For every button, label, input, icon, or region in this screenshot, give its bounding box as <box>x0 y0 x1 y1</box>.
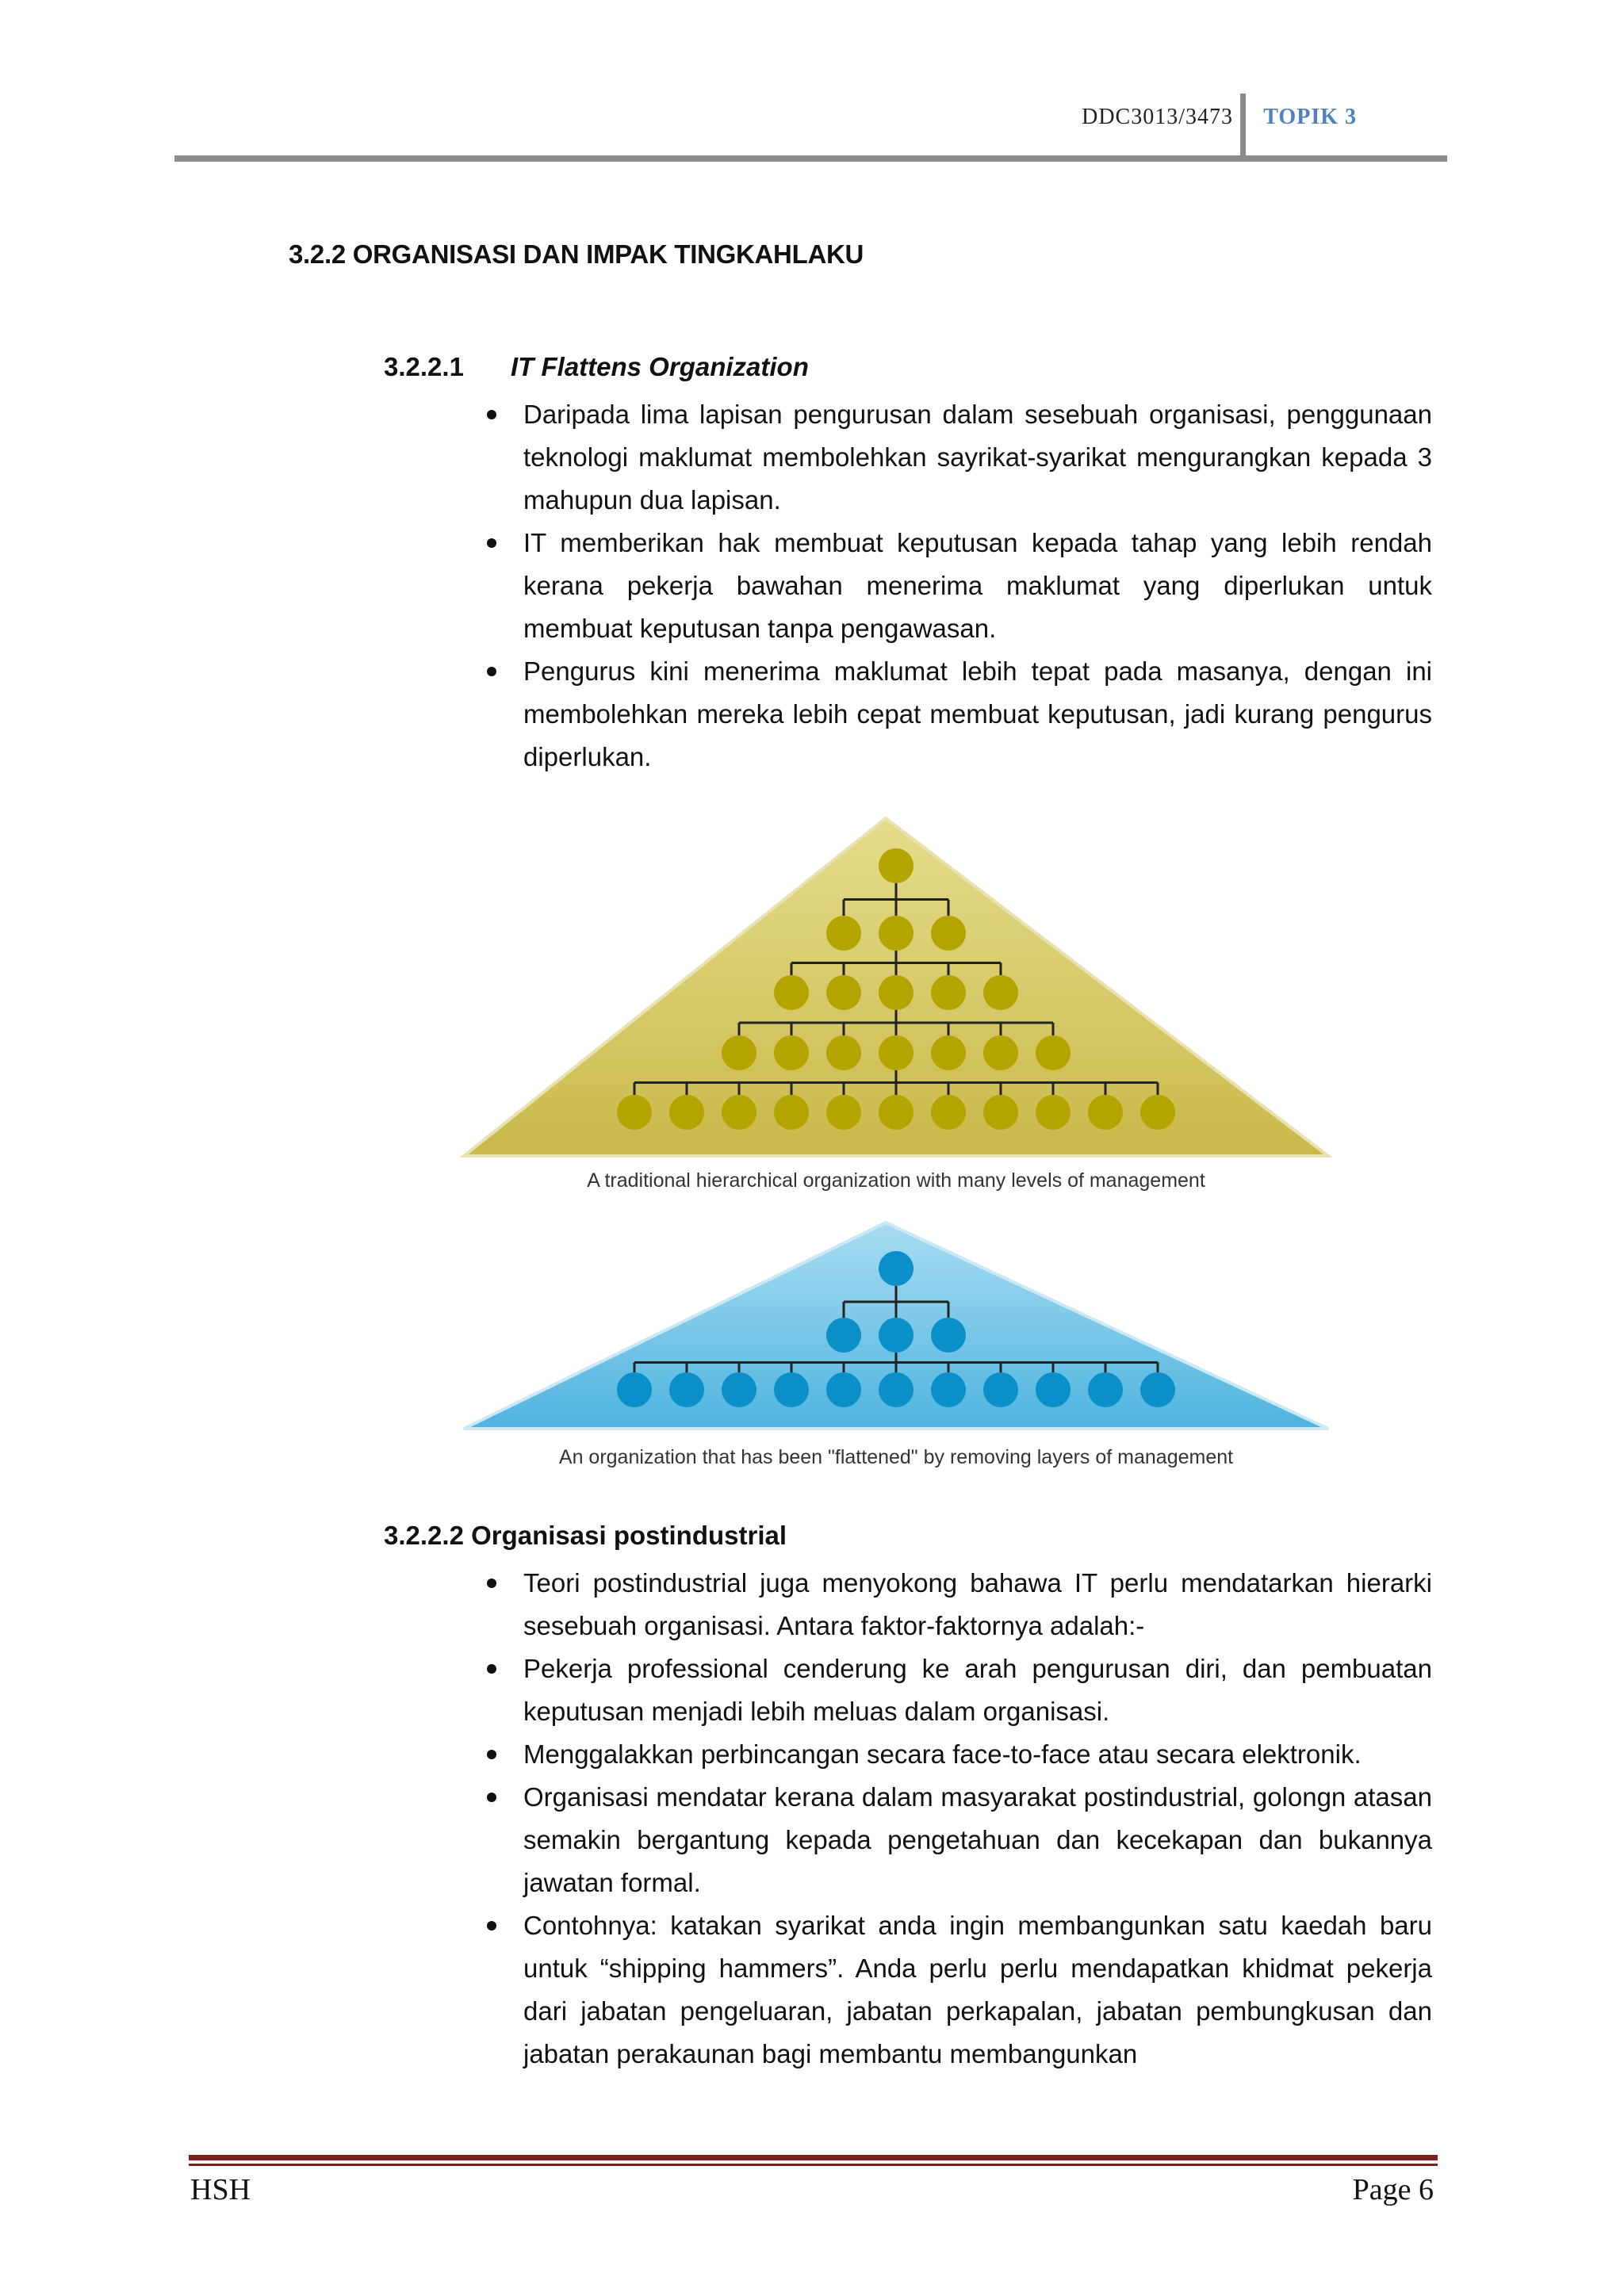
traditional-org-node <box>931 975 966 1010</box>
flattened-org-node <box>879 1372 914 1407</box>
list-item: Organisasi mendatar kerana dalam masyarakat postindustrial, golongn atasan semakin bergantung kepada pengetahuan dan kecekapan dan bukannya jawatan formal. <box>485 1776 1432 1904</box>
traditional-org-node <box>931 916 966 951</box>
page-header <box>174 94 1447 162</box>
traditional-org-node <box>879 916 914 951</box>
subsection-1-title: IT Flattens Organization <box>511 352 809 381</box>
flattened-org-node <box>879 1318 914 1353</box>
traditional-org-node <box>1036 1095 1071 1130</box>
bullet-icon <box>487 1664 496 1674</box>
flattened-org-node <box>669 1372 704 1407</box>
bullet-icon <box>487 1793 496 1802</box>
bullet-icon <box>487 538 496 548</box>
flattened-org-node <box>826 1372 861 1407</box>
flattened-org-node <box>879 1251 914 1286</box>
list-item: Teori postindustrial juga menyokong bahawa IT perlu mendatarkan hierarki sesebuah organisasi. Antara faktor-faktornya adalah:- <box>485 1562 1432 1647</box>
subsection-1-heading <box>384 352 809 382</box>
header-divider <box>1240 94 1246 162</box>
footer-rule-thin <box>189 2164 1438 2166</box>
section-heading: 3.2.2 ORGANISASI DAN IMPAK TINGKAHLAKU <box>289 239 864 269</box>
traditional-org-node <box>879 975 914 1010</box>
traditional-org-node <box>879 848 914 883</box>
traditional-org-node <box>1140 1095 1175 1130</box>
org-hierarchy-figure <box>456 809 1336 1483</box>
traditional-org-node <box>931 1095 966 1130</box>
flattened-org-node <box>1088 1372 1123 1407</box>
traditional-org-node <box>983 1035 1018 1070</box>
flattened-pyramid <box>464 1223 1328 1429</box>
list-item: Contohnya: katakan syarikat anda ingin membangunkan satu kaedah baru untuk “shipping hammers”. Anda perlu perlu mendapatkan khidmat pekerja dari jabatan pengeluaran, jabatan perkapalan, jabatan pembungkusan dan jabatan perakaunan bagi membantu membangunkan <box>485 1904 1432 2076</box>
list-item: Menggalakkan perbincangan secara face-to-face atau secara elektronik. <box>485 1733 1432 1776</box>
flattened-org-node <box>826 1318 861 1353</box>
traditional-org-node <box>1088 1095 1123 1130</box>
traditional-org-node <box>669 1095 704 1130</box>
bullet-icon <box>487 667 496 676</box>
bullet-icon <box>487 410 496 419</box>
traditional-org-node <box>983 1095 1018 1130</box>
traditional-org-node <box>826 916 861 951</box>
traditional-org-node <box>722 1095 756 1130</box>
traditional-org-node <box>774 1035 809 1070</box>
flattened-org-node <box>931 1372 966 1407</box>
header-rule <box>174 155 1447 162</box>
traditional-org-node <box>879 1035 914 1070</box>
flattened-org-node <box>722 1372 756 1407</box>
list-item: Pengurus kini menerima maklumat lebih tepat pada masanya, dengan ini membolehkan mereka lebih cepat membuat keputusan, jadi kurang pengurus diperlukan. <box>485 650 1432 779</box>
flattened-org-node <box>931 1318 966 1353</box>
traditional-pyramid <box>464 818 1328 1156</box>
traditional-org-node <box>931 1035 966 1070</box>
traditional-org-node <box>826 1095 861 1130</box>
course-code: DDC3013/3473 <box>1082 105 1233 129</box>
topic-label: TOPIK 3 <box>1263 105 1357 129</box>
subsection-1-bullets <box>485 393 1432 779</box>
traditional-org-node <box>826 1035 861 1070</box>
bullet-icon <box>487 1578 496 1588</box>
page-number: Page 6 <box>1352 2173 1434 2206</box>
traditional-org-node <box>722 1035 756 1070</box>
list-item: Pekerja professional cenderung ke arah pengurusan diri, dan pembuatan keputusan menjadi lebih meluas dalam organisasi. <box>485 1647 1432 1733</box>
traditional-caption: A traditional hierarchical organization with many levels of management <box>587 1169 1205 1192</box>
footer-rule <box>189 2155 1438 2160</box>
traditional-org-node <box>879 1095 914 1130</box>
flattened-org-node <box>617 1372 652 1407</box>
flattened-org-node <box>774 1372 809 1407</box>
flattened-org-node <box>983 1372 1018 1407</box>
traditional-org-node <box>617 1095 652 1130</box>
traditional-org-node <box>826 975 861 1010</box>
footer-author: HSH <box>190 2173 251 2206</box>
flattened-org-node <box>1140 1372 1175 1407</box>
flattened-caption: An organization that has been "flattened" by removing layers of management <box>558 1446 1234 1468</box>
subsection-2-heading: 3.2.2.2 Organisasi postindustrial <box>384 1521 787 1550</box>
list-item: Daripada lima lapisan pengurusan dalam sesebuah organisasi, penggunaan teknologi maklumat membolehkan sayrikat-syarikat mengurangkan kepada 3 mahupun dua lapisan. <box>485 393 1432 522</box>
traditional-org-node <box>983 975 1018 1010</box>
bullet-icon <box>487 1750 496 1759</box>
org-hierarchy-diagram <box>456 809 1336 1483</box>
subsection-2-bullets <box>485 1562 1432 2076</box>
traditional-org-node <box>774 975 809 1010</box>
subsection-1-number: 3.2.2.1 <box>384 352 464 381</box>
flattened-org-node <box>1036 1372 1071 1407</box>
traditional-org-node <box>1036 1035 1071 1070</box>
list-item: IT memberikan hak membuat keputusan kepada tahap yang lebih rendah kerana pekerja bawahan menerima maklumat yang diperlukan untuk membuat keputusan tanpa pengawasan. <box>485 522 1432 650</box>
bullet-icon <box>487 1921 496 1931</box>
traditional-org-node <box>774 1095 809 1130</box>
